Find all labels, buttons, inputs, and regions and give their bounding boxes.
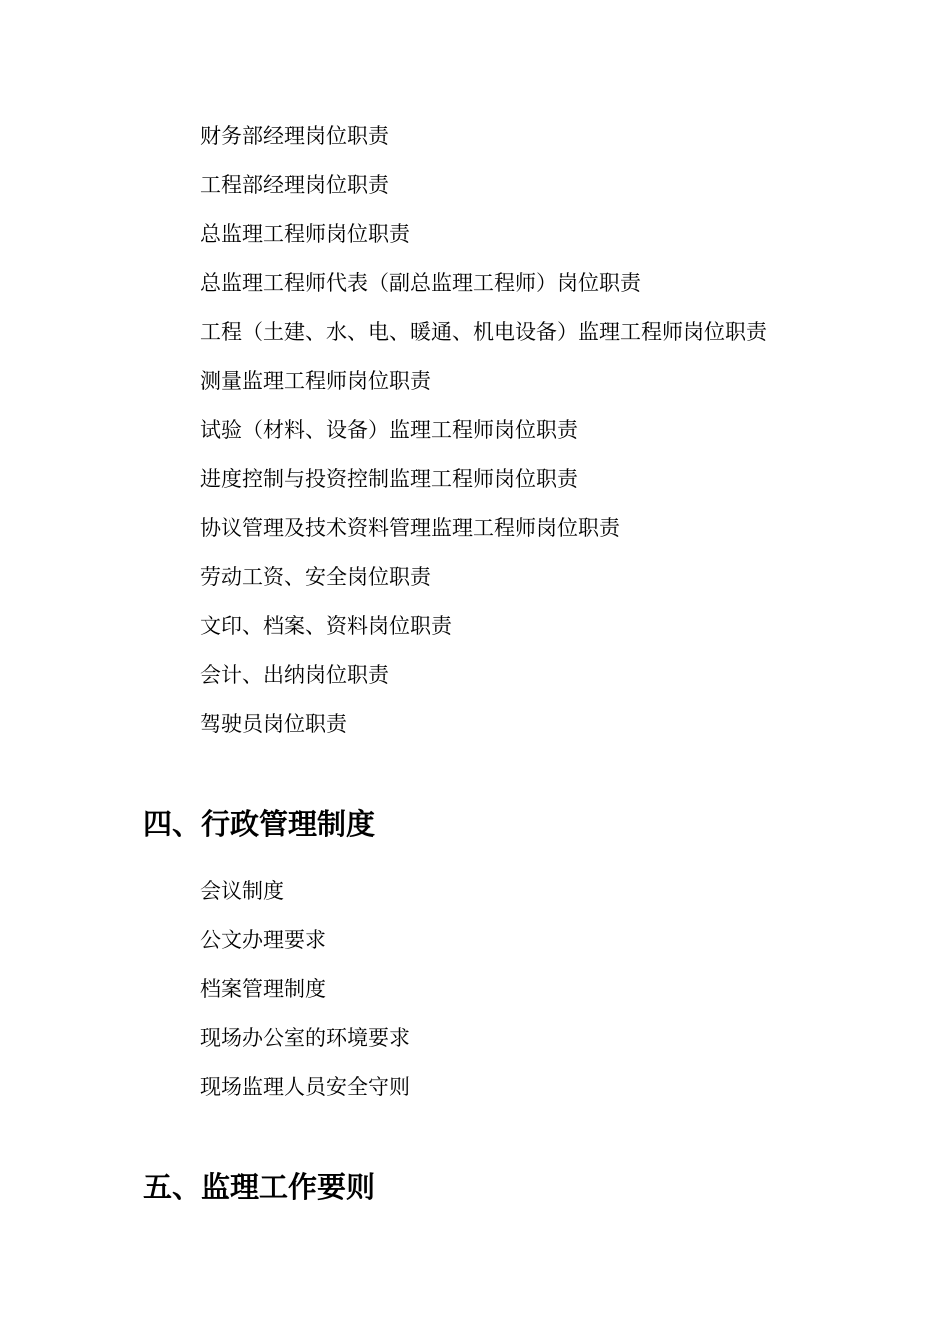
list-item: 劳动工资、安全岗位职责	[200, 565, 431, 589]
list-item: 试验（材料、设备）监理工程师岗位职责	[200, 418, 578, 442]
list-item: 进度控制与投资控制监理工程师岗位职责	[200, 467, 578, 491]
responsibility-list	[200, 112, 767, 749]
list-item: 档案管理制度	[200, 977, 326, 1001]
list-item: 测量监理工程师岗位职责	[200, 369, 431, 393]
list-item: 协议管理及技术资料管理监理工程师岗位职责	[200, 516, 620, 540]
list-item: 工程（土建、水、电、暖通、机电设备）监理工程师岗位职责	[200, 320, 767, 344]
list-item: 总监理工程师岗位职责	[200, 222, 410, 246]
list-item: 现场监理人员安全守则	[200, 1075, 410, 1099]
list-item: 现场办公室的环境要求	[200, 1026, 410, 1050]
list-item: 总监理工程师代表（副总监理工程师）岗位职责	[200, 271, 641, 295]
section-heading-admin: 四、行政管理制度	[143, 807, 376, 841]
admin-rules-list	[200, 867, 410, 1112]
list-item: 会计、出纳岗位职责	[200, 663, 389, 687]
section-heading-supervision: 五、监理工作要则	[143, 1170, 376, 1204]
list-item: 财务部经理岗位职责	[200, 124, 389, 148]
list-item: 文印、档案、资料岗位职责	[200, 614, 452, 638]
list-item: 工程部经理岗位职责	[200, 173, 389, 197]
list-item: 驾驶员岗位职责	[200, 712, 347, 736]
list-item: 会议制度	[200, 879, 284, 903]
list-item: 公文办理要求	[200, 928, 326, 952]
